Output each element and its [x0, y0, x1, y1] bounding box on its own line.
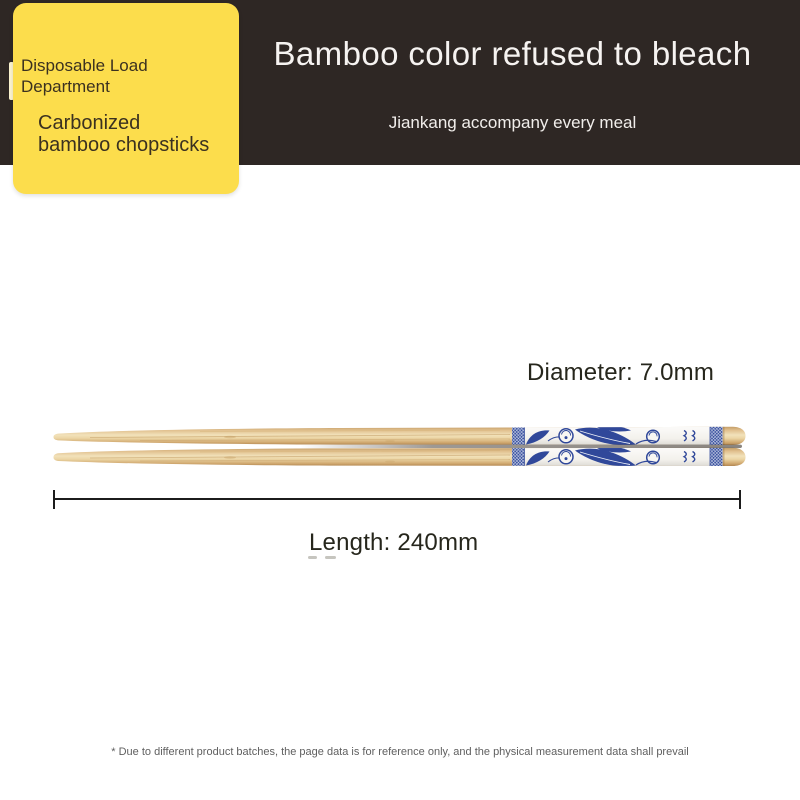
ruler-right-tick — [739, 490, 741, 509]
page-title: Bamboo color refused to bleach — [273, 35, 752, 72]
badge-department-label — [21, 55, 181, 97]
faint-text-artifact — [308, 556, 336, 574]
badge-product-row1: Carbonized — [38, 112, 141, 134]
length-label: Length: 240mm — [309, 529, 479, 556]
diameter-label: Diameter: 7.0mm — [527, 359, 715, 386]
footer-disclaimer: * Due to different product batches, the page data is for reference only, and the physical measurement data shall prevail — [111, 746, 689, 758]
badge-department-row2: Department — [21, 77, 110, 96]
chopsticks-image — [0, 400, 800, 530]
badge-product-label — [38, 112, 223, 156]
length-ruler — [53, 490, 741, 509]
badge-product-row2: bamboo chopsticks — [38, 134, 210, 156]
header-text-block — [225, 36, 800, 133]
page-subtitle: Jiankang accompany every meal — [388, 112, 637, 132]
badge-card — [13, 3, 239, 194]
badge-department-row1: Disposable Load — [21, 56, 148, 75]
ruler-line — [53, 498, 741, 500]
